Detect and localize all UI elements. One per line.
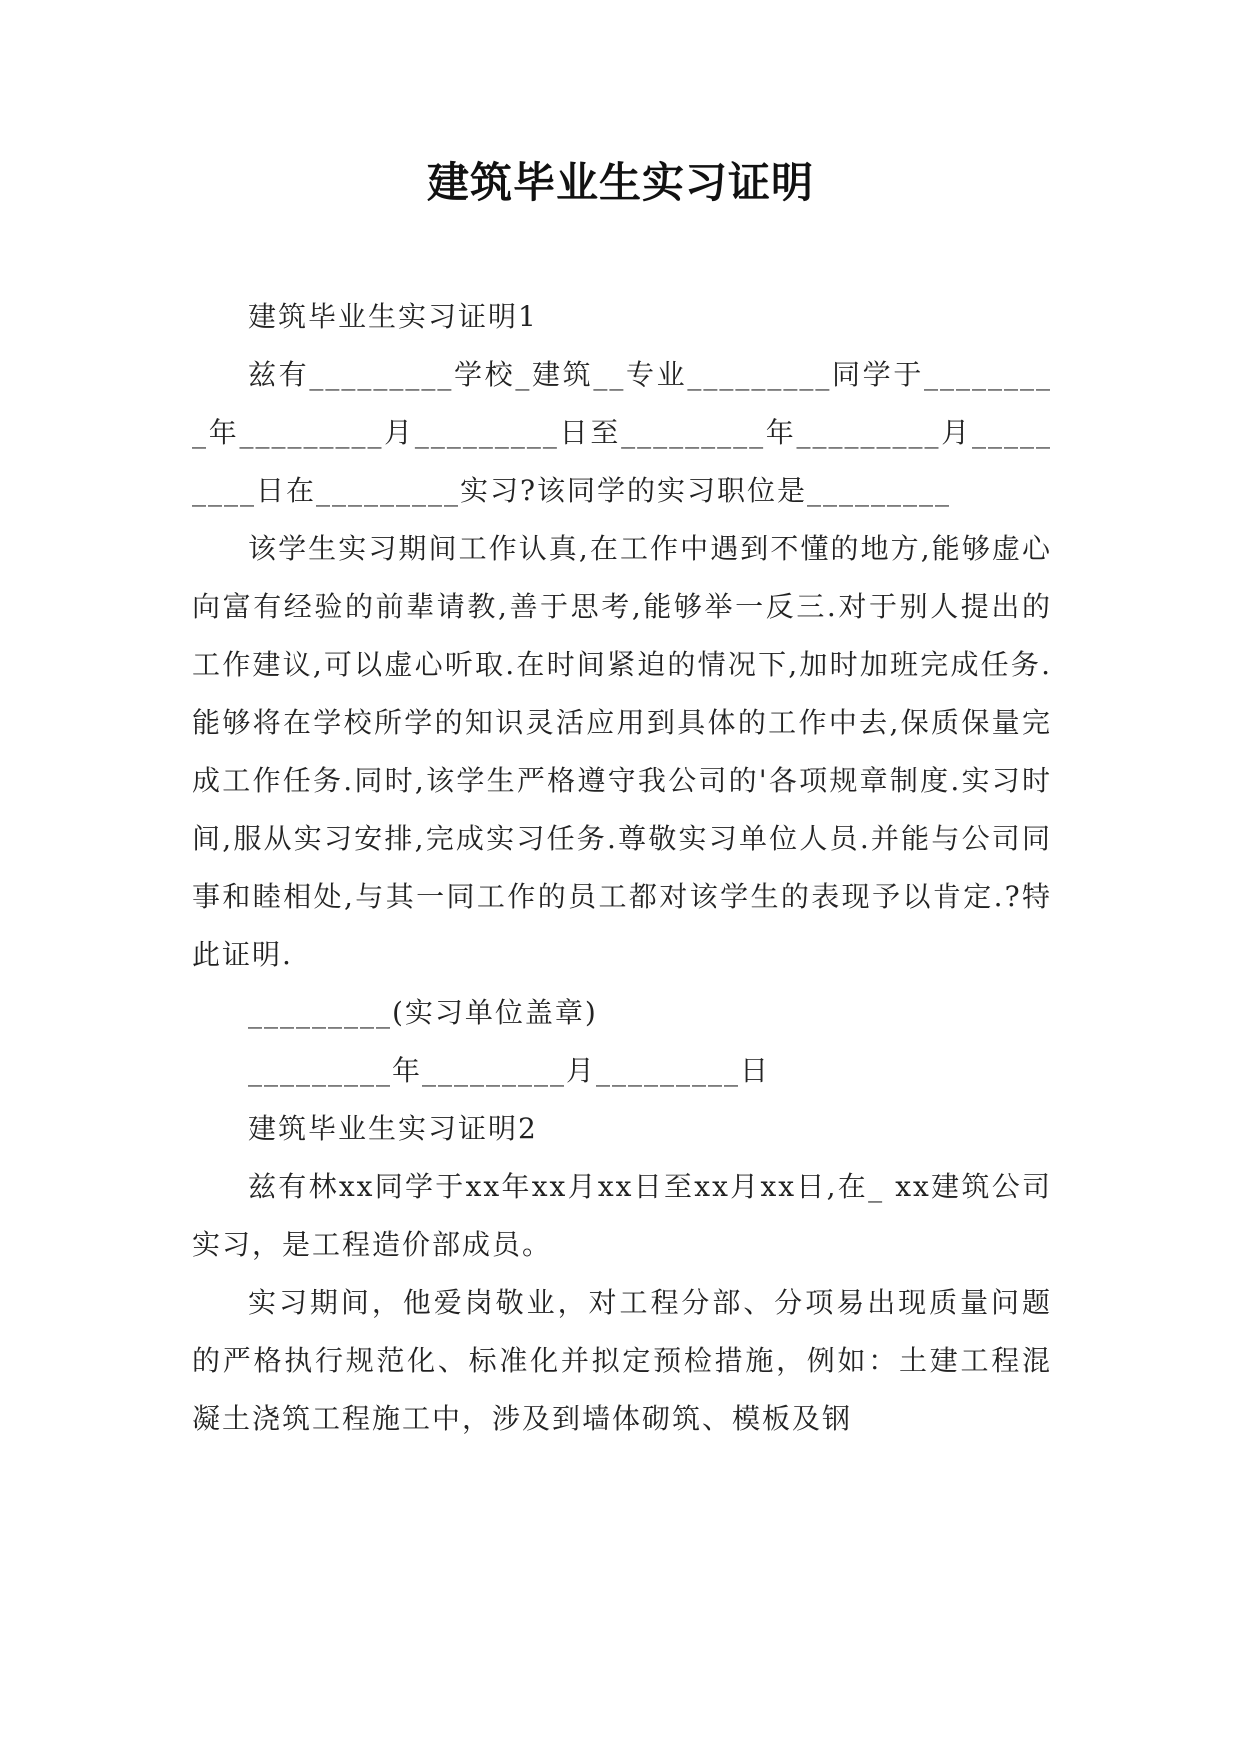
cert2-heading: 建筑毕业生实习证明2 (248, 1112, 538, 1145)
document-title: 建筑毕业生实习证明 (426, 158, 814, 207)
cert1-paragraph-2: 该学生实习期间工作认真,在工作中遇到不懂的地方,能够虚心向富有经验的前辈请教,善于思考,能够举一反三.对于别人提出的工作建议,可以虚心听取.在时间紧迫的情况下,加时加班完成任务.能够将在学校所学的知识灵活应用到具体的工作中去,保质保量完成工作任务.同时,该学生严格遵守我公司的'各项规章制度.实习时间,服从实习安排,完成实习任务.尊敬实习单位人员.并能与公司同事和睦相处,与其一同工作的员工都对该学生的表现予以肯定.?特此证明. (192, 532, 1052, 971)
document-body (192, 288, 1052, 1448)
cert1-heading: 建筑毕业生实习证明1 (248, 300, 538, 333)
cert2-paragraph-2: 实习期间，他爱岗敬业，对工程分部、分项易出现质量问题的严格执行规范化、标准化并拟定预检措施，例如：土建工程混凝土浇筑工程施工中，涉及到墙体砌筑、模板及钢 (192, 1286, 1052, 1435)
cert1-paragraph-1: 兹有_________学校_建筑__专业_________同学于_________年_________月_________日至_________年_________月_________日在_________实习?该同学的实习职位是_________ (192, 358, 1052, 507)
cert1-date-line: _________年_________月_________日 (248, 1054, 771, 1087)
cert2-paragraph-1: 兹有林xx同学于xx年xx月xx日至xx月xx日,在_ xx建筑公司实习，是工程造价部成员。 (192, 1170, 1052, 1261)
cert1-stamp-line: _________(实习单位盖章) (248, 996, 598, 1029)
